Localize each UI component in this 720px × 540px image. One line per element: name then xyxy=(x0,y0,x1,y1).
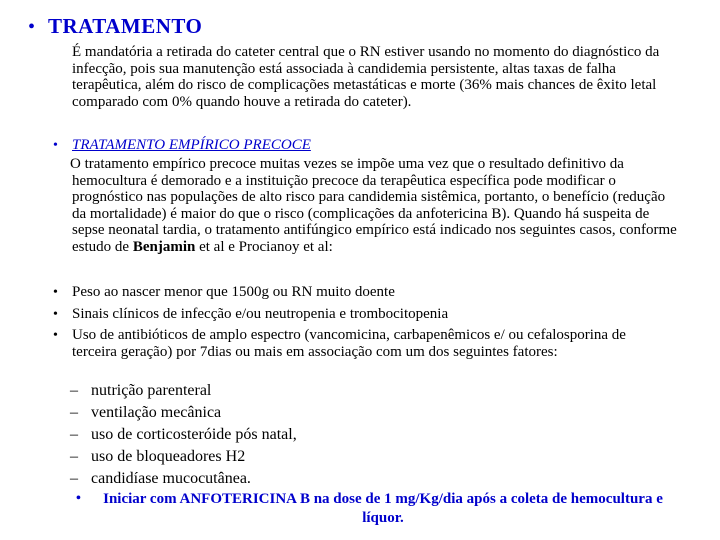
intro-paragraph: É mandatória a retirada do cateter central que o RN estiver usando no momento do diagnóstico da infecção, pois sua manutenção está associada à candidemia persistente, altas taxas de falha terapêutica, além do risco de complicações metastáticas e morte (36% mais chances de êxito letal comparado com 0% quando houve a retirada do cateter). xyxy=(72,44,660,110)
factor-item: nutrição parenteral xyxy=(91,382,212,399)
final-note: Iniciar com ANFOTERICINA B na dose de 1 mg/Kg/dia após a coleta de hemocultura e líquor. xyxy=(103,491,663,526)
page-title: TRATAMENTO xyxy=(48,14,203,38)
author-name: Benjamin xyxy=(132,238,196,255)
title-bullet-icon: • xyxy=(28,16,36,38)
criteria-item: Peso ao nascer menor que 1500g ou RN muito doente xyxy=(72,284,395,300)
dash-icon: – xyxy=(70,382,78,399)
factor-item: candidíase mucocutânea. xyxy=(91,470,251,487)
bullet-dot-icon: • xyxy=(53,138,58,153)
criteria-item: Sinais clínicos de infecção e/ou neutropenia e trombocitopenia xyxy=(72,306,449,322)
bullet-dot-icon: • xyxy=(53,307,58,322)
bullet-dot-icon: • xyxy=(53,285,58,300)
dash-icon: – xyxy=(70,470,78,487)
empiric-paragraph: O tratamento empírico precoce muitas vezes se impõe uma vez que o resultado definitivo da hemocultura é demorado e a instituição precoce da terapêutica específica pode modificar o prognóstico nas populações de alto risco para candidemia sistêmica, portanto, o benefício (redução da mortalidade) é maior do que o risco (complicações da anfotericina B). Quando há suspeita de sepse neonatal tardia, o tratamento antifúngico empírico está indicado nos seguintes casos, conforme estudo de Benjamin et al e Procianoy et al: xyxy=(70,156,677,255)
dash-icon: – xyxy=(70,448,78,465)
final-bullet-icon: • xyxy=(76,491,81,506)
factor-item: ventilação mecânica xyxy=(91,404,222,421)
factor-item: uso de bloqueadores H2 xyxy=(91,448,246,465)
criteria-item: Uso de antibióticos de amplo espectro (vancomicina, carbapenêmicos e/ ou cefalosporina de terceira geração) por 7dias ou mais em associação com um dos seguintes fatores: xyxy=(72,327,626,360)
factor-item: uso de corticosteróide pós natal, xyxy=(91,426,297,443)
empiric-heading: TRATAMENTO EMPÍRICO PRECOCE xyxy=(72,137,311,153)
dash-icon: – xyxy=(70,426,78,443)
bullet-dot-icon: • xyxy=(53,328,58,343)
dash-icon: – xyxy=(70,404,78,421)
